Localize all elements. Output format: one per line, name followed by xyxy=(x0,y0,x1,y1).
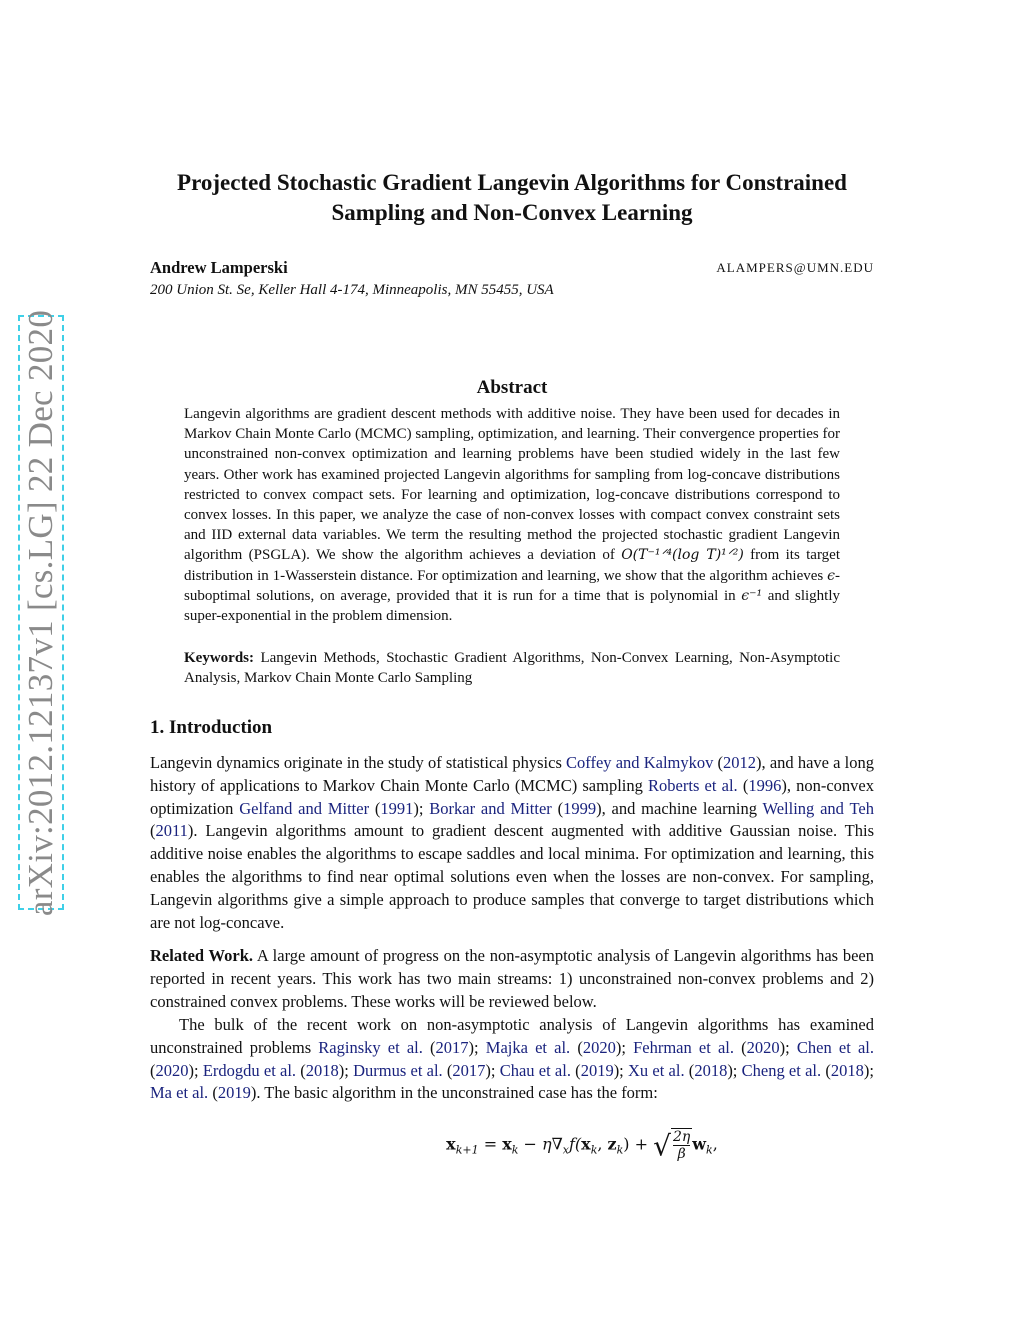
citation-year-link[interactable]: 2017 xyxy=(435,1037,469,1057)
text: ( xyxy=(734,1037,747,1057)
text: ); xyxy=(413,798,430,818)
abstract-math-epsilon-inverse: ϵ⁻¹ xyxy=(741,587,763,604)
text: ), and have a long history of applications to Markov Chain Monte Carlo (MCMC) sampling xyxy=(150,753,874,795)
citation-year-link[interactable]: 2018 xyxy=(830,1060,864,1080)
abstract-text-2: from its target distribution in 1-Wasserstein distance. For optimization and learning, we show that the algorithm achieves xyxy=(184,547,841,584)
text: ); xyxy=(485,1060,500,1080)
text: The bulk of the recent work on non-asymptotic analysis of Langevin algorithms has examined unconstrained problems xyxy=(150,1015,874,1057)
text: ( xyxy=(422,1037,436,1057)
text: ); xyxy=(615,1037,634,1057)
eq-comma: , xyxy=(597,1134,608,1154)
eq-equals: = xyxy=(478,1134,503,1154)
arxiv-side-stamp[interactable] xyxy=(18,309,64,916)
text: ); xyxy=(863,1060,874,1080)
related-work-label: Related Work. xyxy=(150,946,254,965)
abstract-text-4: and slightly super-exponential in the problem dimension. xyxy=(184,587,841,625)
text: ( xyxy=(821,1060,831,1080)
citation-link[interactable]: Chen et al. xyxy=(796,1037,874,1057)
citation-link[interactable]: Durmus et al. xyxy=(353,1060,443,1080)
frac-numerator: 2η xyxy=(672,1129,691,1145)
citation-year-link[interactable]: 2012 xyxy=(723,753,757,772)
text: ); xyxy=(188,1060,203,1080)
citation-year-link[interactable]: 1991 xyxy=(380,798,414,818)
text: . The basic algorithm in the unconstrained case has the form: xyxy=(256,1083,658,1103)
text: ( xyxy=(570,1060,581,1080)
text: ) xyxy=(250,1083,257,1103)
citation-year-link[interactable]: 2017 xyxy=(452,1060,486,1080)
citation-link[interactable]: Coffey and Kalmykov xyxy=(566,753,714,772)
eq-z: z xyxy=(607,1134,617,1154)
paper-title xyxy=(150,168,874,228)
related-work-text: A large amount of progress on the non-asymptotic analysis of Langevin algorithms has been reported in recent years. This work has two main streams: 1) unconstrained non-convex problems and 2) constrained convex problems. These works will be reviewed below. xyxy=(150,946,874,1011)
citation-year-link[interactable]: 2020 xyxy=(582,1037,616,1057)
eq-minus-eta-grad: − η∇ xyxy=(518,1134,563,1154)
text: ( xyxy=(551,798,564,818)
citation-year-link[interactable]: 1999 xyxy=(563,798,597,818)
text: ( xyxy=(150,821,156,841)
eq-sub: x xyxy=(562,1143,569,1157)
eq-w: w xyxy=(692,1134,707,1154)
abstract-math-rate: O(T⁻¹ᐟ⁴(log T)¹ᐟ²) xyxy=(621,547,744,564)
text: ); xyxy=(727,1060,742,1080)
equation-body xyxy=(446,1128,718,1163)
citation-link[interactable]: Welling and Teh xyxy=(762,798,874,818)
eq-x: x xyxy=(581,1134,591,1154)
citation-year-link[interactable]: 2019 xyxy=(217,1083,251,1103)
text: ); xyxy=(468,1037,486,1057)
update-equation xyxy=(150,1128,874,1168)
citation-link[interactable]: Roberts et al. xyxy=(648,775,738,795)
citation-year-link[interactable]: 2018 xyxy=(694,1060,728,1080)
author-affiliation: 200 Union St. Se, Keller Hall 4-174, Minneapolis, MN 55455, USA xyxy=(150,282,554,298)
title-line-2: Sampling and Non-Convex Learning xyxy=(331,200,693,225)
citation-link[interactable]: Cheng et al. xyxy=(741,1060,822,1080)
text: ( xyxy=(570,1037,583,1057)
sqrt-fraction xyxy=(671,1128,692,1162)
citation-link[interactable]: Xu et al. xyxy=(628,1060,685,1080)
text: ( xyxy=(442,1060,453,1080)
text: ), non-convex optimization xyxy=(150,775,875,818)
related-work-paragraph xyxy=(150,945,874,1013)
keywords-label: Keywords: xyxy=(184,650,254,666)
eq-sub: k xyxy=(511,1143,519,1157)
abstract-math-epsilon: ϵ xyxy=(827,567,835,584)
abstract-heading: Abstract xyxy=(476,377,548,398)
eq-tail: , xyxy=(712,1134,718,1154)
text: ( xyxy=(208,1083,218,1103)
eq-sub: k+1 xyxy=(455,1143,479,1157)
text: ); xyxy=(613,1060,628,1080)
citation-link[interactable]: Borkar and Mitter xyxy=(429,798,552,818)
eq-sub: k xyxy=(616,1143,624,1157)
text: ). Langevin algorithms amount to gradient descent augmented with additive Gaussian noise. This additive noise enables the algorithms to escape saddles and local minima. For optimization and learning, this enables the algorithms to find near optimal solutions even when the losses are non-convex. For sampling, Langevin algorithms give a simple approach to produce samples that converge to target distributions which are not log-concave. xyxy=(150,821,874,932)
citation-link[interactable]: Raginsky et al. xyxy=(318,1037,423,1057)
text: ( xyxy=(713,753,724,772)
frac-denominator: β xyxy=(677,1146,686,1162)
text: ); xyxy=(779,1037,797,1057)
eq-f: f( xyxy=(568,1134,582,1154)
citation-year-link[interactable]: 2018 xyxy=(305,1060,339,1080)
text: ( xyxy=(684,1060,695,1080)
citation-link[interactable]: Gelfand and Mitter xyxy=(239,798,370,818)
citation-link[interactable]: Ma et al. xyxy=(150,1083,209,1103)
section-heading-introduction: 1. Introduction xyxy=(150,717,273,738)
citation-link[interactable]: Chau et al. xyxy=(499,1060,571,1080)
eq-sub: k xyxy=(590,1143,598,1157)
text: ); xyxy=(338,1060,354,1080)
eq-plus: ) + xyxy=(623,1134,654,1154)
arxiv-identifier: arXiv:2012.12137v1 [cs.LG] 22 Dec 2020 xyxy=(21,309,60,916)
text: ( xyxy=(296,1060,306,1080)
text: ( xyxy=(737,775,749,795)
author-email: ALAMPERS@UMN.EDU xyxy=(716,260,874,275)
citation-year-link[interactable]: 2020 xyxy=(155,1060,189,1080)
eq-sub: k xyxy=(706,1143,713,1157)
title-line-1: Projected Stochastic Gradient Langevin Algorithms for Constrained xyxy=(177,170,847,195)
text: ( xyxy=(150,1060,156,1080)
citation-year-link[interactable]: 2011 xyxy=(155,821,188,841)
author-name: Andrew Lamperski xyxy=(150,258,288,277)
text: ), and machine learning xyxy=(596,798,763,818)
abstract-text-3: -suboptimal solutions, on average, provided that it is run for a time that is polynomial in xyxy=(184,567,840,604)
abstract-text-1: Langevin algorithms are gradient descent methods with additive noise. They have been used for decades in Markov Chain Monte Carlo (MCMC) sampling, optimization, and learning. Their convergence properties for unconstrained non-convex optimization and learning problems have been studied widely in the last few years. Other work has examined projected Langevin algorithms for sampling from log-concave distributions restricted to convex compact sets. For learning and optimization, log-concave distributions correspond to convex losses. In this paper, we analyze the case of non-convex losses with compact convex constraint sets and IID external data variables. We term the resulting method the projected stochastic gradient Langevin algorithm (PSGLA). We show the algorithm achieves a deviation of xyxy=(184,406,840,564)
eq-x: x xyxy=(446,1134,456,1154)
keywords xyxy=(184,648,840,688)
citation-link[interactable]: Fehrman et al. xyxy=(633,1037,734,1057)
eq-x: x xyxy=(502,1134,512,1154)
text: Langevin dynamics originate in the study of statistical physics xyxy=(150,753,567,772)
intro-paragraph-1 xyxy=(150,752,874,934)
citation-year-link[interactable]: 1996 xyxy=(748,775,782,795)
citation-link[interactable]: Erdogdu et al. xyxy=(202,1060,297,1080)
citation-year-link[interactable]: 2019 xyxy=(580,1060,614,1080)
citation-link[interactable]: Majka et al. xyxy=(485,1037,571,1057)
sqrt-symbol: √ xyxy=(653,1129,671,1163)
text: ( xyxy=(369,798,381,818)
abstract-body xyxy=(184,404,840,626)
intro-paragraph-3 xyxy=(150,1014,874,1105)
keywords-text: Langevin Methods, Stochastic Gradient Algorithms, Non-Convex Learning, Non-Asymptotic Analysis, Markov Chain Monte Carlo Sampling xyxy=(184,650,840,687)
citation-year-link[interactable]: 2020 xyxy=(746,1037,780,1057)
